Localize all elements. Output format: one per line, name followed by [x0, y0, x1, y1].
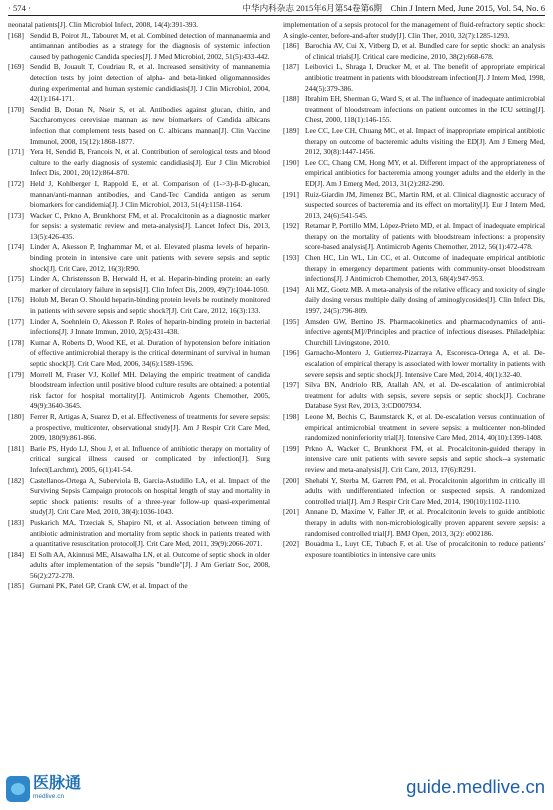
reference-number: [176]: [8, 295, 24, 305]
reference-number: [190]: [283, 157, 299, 167]
reference-number: [194]: [283, 284, 299, 294]
reference-number: [185]: [8, 581, 24, 591]
reference-number: [168]: [8, 30, 24, 40]
reference-text: Wacker C, Prkno A, Brunkhorst FM, et al. Procalcitonin as a diagnostic marker for sepsis: a systematic review and meta-analysis[J]. Lancet Infect Dis, 2013, 13(5):426-435.: [30, 210, 270, 241]
reference-entry: [283, 317, 545, 349]
reference-number: [197]: [283, 380, 299, 390]
reference-number: [201]: [283, 507, 299, 517]
reference-text: Kumar A, Roberts D, Wood KE, et al. Duration of hypotension before initiation of effective antimicrobial therapy is the critical determinant of survival in human septic shock[J]. Crit Care Med, 2006, 34(6):1589-1596.: [30, 337, 270, 368]
reference-entry: [283, 221, 545, 253]
reference-number: [181]: [8, 443, 24, 453]
reference-number: [177]: [8, 316, 24, 326]
reference-entry: [283, 380, 545, 412]
reference-number: [200]: [283, 475, 299, 485]
reference-text: Annane D, Maxime V, Faller JP, et al. Procalcitonin levels to guide antibiotic therapy in adults with non-microbiologically proven apparent severe sepsis: a randomised controlled trial[J]. BMJ Open, 2013, 3(2): e002186.: [305, 507, 545, 538]
reference-entry: [8, 274, 270, 295]
reference-entry: [8, 338, 270, 370]
reference-entry: [8, 581, 270, 592]
journal-citation-line: 中华内科杂志 2015年6月第54卷第6期 Chin J Intern Med, June 2015, Vol. 54, No. 6: [242, 3, 545, 13]
reference-text: Barie PS, Hydo LJ, Shou J, et al. Influence of antibiotic therapy on mortality of critical surgical illness caused or complicated by infection[J]. Surg Infect(Larchmt), 2005, 6(1):41-54.: [30, 443, 270, 474]
reference-text: Ferrer R, Artigas A, Suarez D, et al. Effectiveness of treatments for severe sepsis: a prospective, multicenter, observational study[J]. Am J Respir Crit Care Med, 2009, 180(9):861-866.: [30, 411, 270, 443]
reference-number: [169]: [8, 62, 24, 72]
reference-text: Linder A, Akesson P, Inghammar M, et al. Elevated plasma levels of heparin-binding protein in intensive care unit patients with severe sepsis and septic shock[J]. Crit Care, 2012, 16(3):R90.: [30, 242, 270, 273]
reference-entry: [283, 253, 545, 285]
reference-entry: [8, 179, 270, 211]
reference-entry: [8, 211, 270, 243]
reference-entry: [283, 476, 545, 508]
reference-text: Sendid B, Poirot JL, Tabouret M, et al. Combined detection of mannanaemia and antimannan antibodies as a strategy for the diagnosis of systemic infection caused by pathogenic Candida species[J]. J Med Microbiol, 2002, 51(5):433-442.: [30, 30, 270, 61]
logo-text: 医脉通: [33, 775, 82, 792]
reference-text: Gurnani PK, Patel GP, Crank CW, et al. Impact of the: [30, 581, 188, 591]
reference-text: Leone M, Bechis C, Baumstarck K, et al. De-escalation versus continuation of empirical antimicrobial treatment in severe sepsis: a multicenter non-blinded randomized noninferiority trial[J]. Intensive Care Med, 2014, 40(10):1399-1408.: [305, 411, 545, 443]
reference-entry: [8, 370, 270, 412]
reference-text: El Solh AA, Akinnusi ME, Alsawalha LN, et al. Outcome of septic shock in older adults after implementation of the sepsis "bundle"[J]. J Am Geriatr Soc, 2008, 56(2):272-278.: [30, 549, 270, 580]
reference-number: [199]: [283, 443, 299, 453]
reference-entry: [8, 412, 270, 444]
reference-text: Barochia AV, Cui X, Vitberg D, et al. Bundled care for septic shock: an analysis of clinical trials[J]. Critical care medicine, 2010, 38(2):668-678.: [305, 41, 545, 61]
header-rule: [8, 15, 545, 16]
reference-number: [180]: [8, 411, 24, 421]
reference-number: [172]: [8, 178, 24, 188]
reference-text: Sendid B, Dotan N, Nseir S, et al. Antibodies against glucan, chitin, and Saccharomyces cerevisiae mannan as new biomarkers of Candida albicans infection that complement tests based on C. albicans mannan[J]. Clin Vaccine Immunol, 2008, 15(12):1868-1877.: [30, 104, 270, 146]
reference-number: [193]: [283, 253, 299, 263]
reference-continuation: neonatal patients[J]. Clin Microbiol Infect, 2008, 14(4):391-393.: [8, 20, 199, 29]
reference-entry: [283, 444, 545, 476]
site-url-watermark: guide.medlive.cn: [406, 776, 545, 797]
reference-number: [191]: [283, 189, 299, 199]
reference-text: Ruiz-Giardin JM, Jimenez BC, Martin RM, et al. Clinical diagnostic accuracy of suspected sources of bacteremia and its effect on mortality[J]. Eur J Intern Med, 2013, 24(6):541-545.: [305, 189, 545, 220]
reference-text: Castellanos-Ortega A, Suberviola B, Garcia-Astudillo LA, et al. Impact of the Surviving Sepsis Campaign protocols on hospital length of stay and mortality in septic shock patients: results of a three-year follow-up quasi-experimental study[J]. Crit Care Med, 2010, 38(4):1036-1043.: [30, 475, 270, 517]
reference-number: [175]: [8, 274, 24, 284]
reference-text: Prkno A, Wacker C, Brunkhorst FM, et al. Procalcitonin-guided therapy in intensive care unit patients with severe sepsis and septic shock--a systematic review and meta-analysis[J]. Crit Care, 2013, 17(6):R291.: [305, 443, 545, 474]
reference-entry: [283, 94, 545, 126]
reference-entry: [8, 476, 270, 518]
reference-text: Bouadma L, Luyt CE, Tubach F, et al. Use of procalcitonin to reduce patients' exposure toantibiotics in intensive care units: [305, 539, 545, 559]
reference-text: Silva BN, Andriolo RB, Atallah AN, et al. De-escalation of antimicrobial treatment for adults with sepsis, severe sepsis or septic shock[J]. Cochrane Database Syst Rev, 2013, 3:CD007934.: [305, 380, 545, 411]
reference-entry: [283, 126, 545, 158]
reference-text: Linder A, Christensson B, Herwald H, et al. Heparin-binding protein: an early marker of circulatory failure in sepsis[J]. Clin Infect Dis, 2009, 49(7):1044-1050.: [30, 274, 270, 294]
reference-text: Holub M, Beran O. Should heparin-binding protein levels be routinely monitored in patients with severe sepsis and septic shock?[J]. Crit Care, 2012, 16(3):133.: [30, 295, 270, 316]
reference-number: [173]: [8, 210, 24, 220]
reference-text: Retamar P, Portillo MM, López-Prieto MD, et al. Impact of inadequate empirical therapy on the mortality of patients with bloodstream infections: a propensity score-based analysis[J]. Antimicrob Agents Chemother, 2012, 56(1):472-478.: [305, 221, 545, 252]
reference-entry: [8, 242, 270, 274]
reference-entry: [283, 507, 545, 539]
reference-entry: [8, 444, 270, 476]
reference-continuation: implementation of a sepsis protocol for the management of fluid-refractory septic shock: A single-center, before-and-after study[J]. Clin Ther, 2010, 32(7):1285-1293.: [283, 20, 545, 40]
reference-text: Yera H, Sendid B, Francois N, et al. Contribution of serological tests and blood culture to the early diagnosis of systemic candidiasis[J]. Eur J Clin Microbiol Infect Dis, 2001, 20(12):864-870.: [30, 147, 270, 178]
reference-text: Amsden GW, Bertino JS. Pharmacokinetics and pharmacodynamics of anti-infective agents[M]//Principles and practice of infectious diseases. Philadelphia: Churchill Livingstone, 2010.: [305, 316, 545, 347]
reference-number: [171]: [8, 147, 24, 157]
logo-subtext: medlive.cn: [33, 793, 65, 800]
reference-entry: [8, 518, 270, 550]
reference-number: [192]: [283, 221, 299, 231]
medlive-logo: [6, 774, 82, 806]
reference-number: [198]: [283, 411, 299, 421]
reference-text: Chen HC, Lin WL, Lin CC, et al. Outcome of inadequate empirical antibiotic therapy in emergency department patients with community-onset bloodstream infections[J]. J Antimicrob Chemother, 2013, 68(4):947-953.: [305, 253, 545, 284]
reference-number: [179]: [8, 369, 24, 379]
reference-number: [187]: [283, 62, 299, 72]
reference-text: Morrell M, Fraser VJ, Kollef MH. Delaying the empiric treatment of candida bloodstream infection until positive blood culture results are obtained: a potential risk factor for hospital mortality[J]. Antimicrob Agents Chemother, 2005, 49(9):3640-3645.: [30, 369, 270, 411]
reference-entry: [8, 317, 270, 338]
reference-number: [170]: [8, 104, 24, 114]
reference-text: Ibrahim EH, Sherman G, Ward S, et al. The influence of inadequate antimicrobial treatment of bloodstream infections on patient outcomes in the ICU setting[J]. Chest, 2000, 118(1):146-155.: [305, 94, 545, 125]
reference-entry: [8, 550, 270, 582]
reference-text: Puskarich MA, Trzeciak S, Shapiro NI, et al. Association between timing of antibiotic administration and mortality from septic shock in patients treated with a quantitative resuscitation protocol[J]. Crit Care Med, 2011, 39(9):2066-2071.: [30, 517, 270, 549]
reference-number: [196]: [283, 348, 299, 358]
reference-entry: [8, 62, 270, 104]
reference-entry: [283, 62, 545, 94]
reference-text: Leibovici L, Shraga I, Drucker M, et al. The benefit of appropriate empirical antibiotic treatment in patients with bloodstream infection[J]. J Intern Med, 1998, 244(5):379-386.: [305, 62, 545, 93]
right-reference-column: [283, 20, 545, 560]
reference-number: [184]: [8, 549, 24, 559]
reference-number: [174]: [8, 242, 24, 252]
reference-text: Lee CC, Chang CM, Hong MY, et al. Different impact of the appropriateness of empirical antibiotics for bacteremia among younger adults and the elderly in the ED[J]. Am J Emerg Med, 2013, 31(2):282-290.: [305, 157, 545, 188]
reference-number: [178]: [8, 337, 24, 347]
reference-number: [195]: [283, 316, 299, 326]
reference-text: Garnacho-Montero J, Gutierrez-Pizarraya A, Escoresca-Ortega A, et al. De-escalation of empirical therapy is associated with lower mortality in patients with severe sepsis and septic shock[J]. Intensive Care Med, 2014, 40(1):32-40.: [305, 348, 545, 379]
reference-number: [182]: [8, 475, 24, 485]
reference-number: [202]: [283, 539, 299, 549]
reference-entry: [8, 105, 270, 147]
reference-entry: [283, 285, 545, 317]
reference-text: Shehabi Y, Sterba M, Garrett PM, et al. Procalcitonin algorithm in critically ill adults with undifferentiated infection or suspected sepsis. A randomized controlled trial[J]. Am J Respir Crit Care Med, 2014, 190(10):1102-1110.: [305, 475, 545, 506]
reference-text: Linder A, Soehnlein O, Akesson P. Roles of heparin-binding protein in bacterial infections[J]. J Innate Immun, 2010, 2(5):431-438.: [30, 316, 270, 337]
reference-entry: [283, 41, 545, 62]
reference-number: [183]: [8, 517, 24, 527]
reference-number: [189]: [283, 125, 299, 135]
reference-entry: [283, 539, 545, 560]
reference-entry: [8, 295, 270, 316]
reference-entry: [8, 147, 270, 179]
reference-text: Lee CC, Lee CH, Chuang MC, et al. Impact of inappropriate empirical antibiotic therapy on outcome of bacteremic adults visiting the ED[J]. Am J Emerg Med, 2012, 30(8):1447-1456.: [305, 125, 545, 157]
reference-text: Sendid B, Jouault T, Coudriau R, et al. Increased sensitivity of mannanemia detection tests by joint detection of alpha- and beta-linked oligomannosides during experimental and human systemic candidiasis[J]. J Clin Microbiol, 2004, 42(1):164-171.: [30, 62, 270, 104]
left-reference-column: [8, 20, 270, 592]
reference-text: Held J, Kohlberger I, Rappold E, et al. Comparison of (1->3)-β-D-glucan, mannan/anti-mannan antibodies, and Cand-Tec Candida antigen as serum biomarkers for candidemia[J]. J Clin Microbiol, 2013, 51(4):1158-1164.: [30, 178, 270, 210]
reference-entry: [283, 412, 545, 444]
running-header: [8, 2, 545, 16]
reference-entry: [283, 190, 545, 222]
medlive-logo-icon: [6, 776, 30, 802]
reference-text: Ali MZ, Goetz MB. A meta-analysis of the relative efficacy and toxicity of single daily dosing versus multiple daily dosing of aminoglycosides[J]. Clin Infect Dis, 1997, 24(5):796-809.: [305, 284, 545, 316]
reference-number: [186]: [283, 41, 299, 51]
reference-entry: [283, 348, 545, 380]
page-number: · 574 ·: [8, 3, 31, 13]
reference-entry: [283, 158, 545, 190]
reference-entry: [8, 31, 270, 63]
reference-number: [188]: [283, 94, 299, 104]
